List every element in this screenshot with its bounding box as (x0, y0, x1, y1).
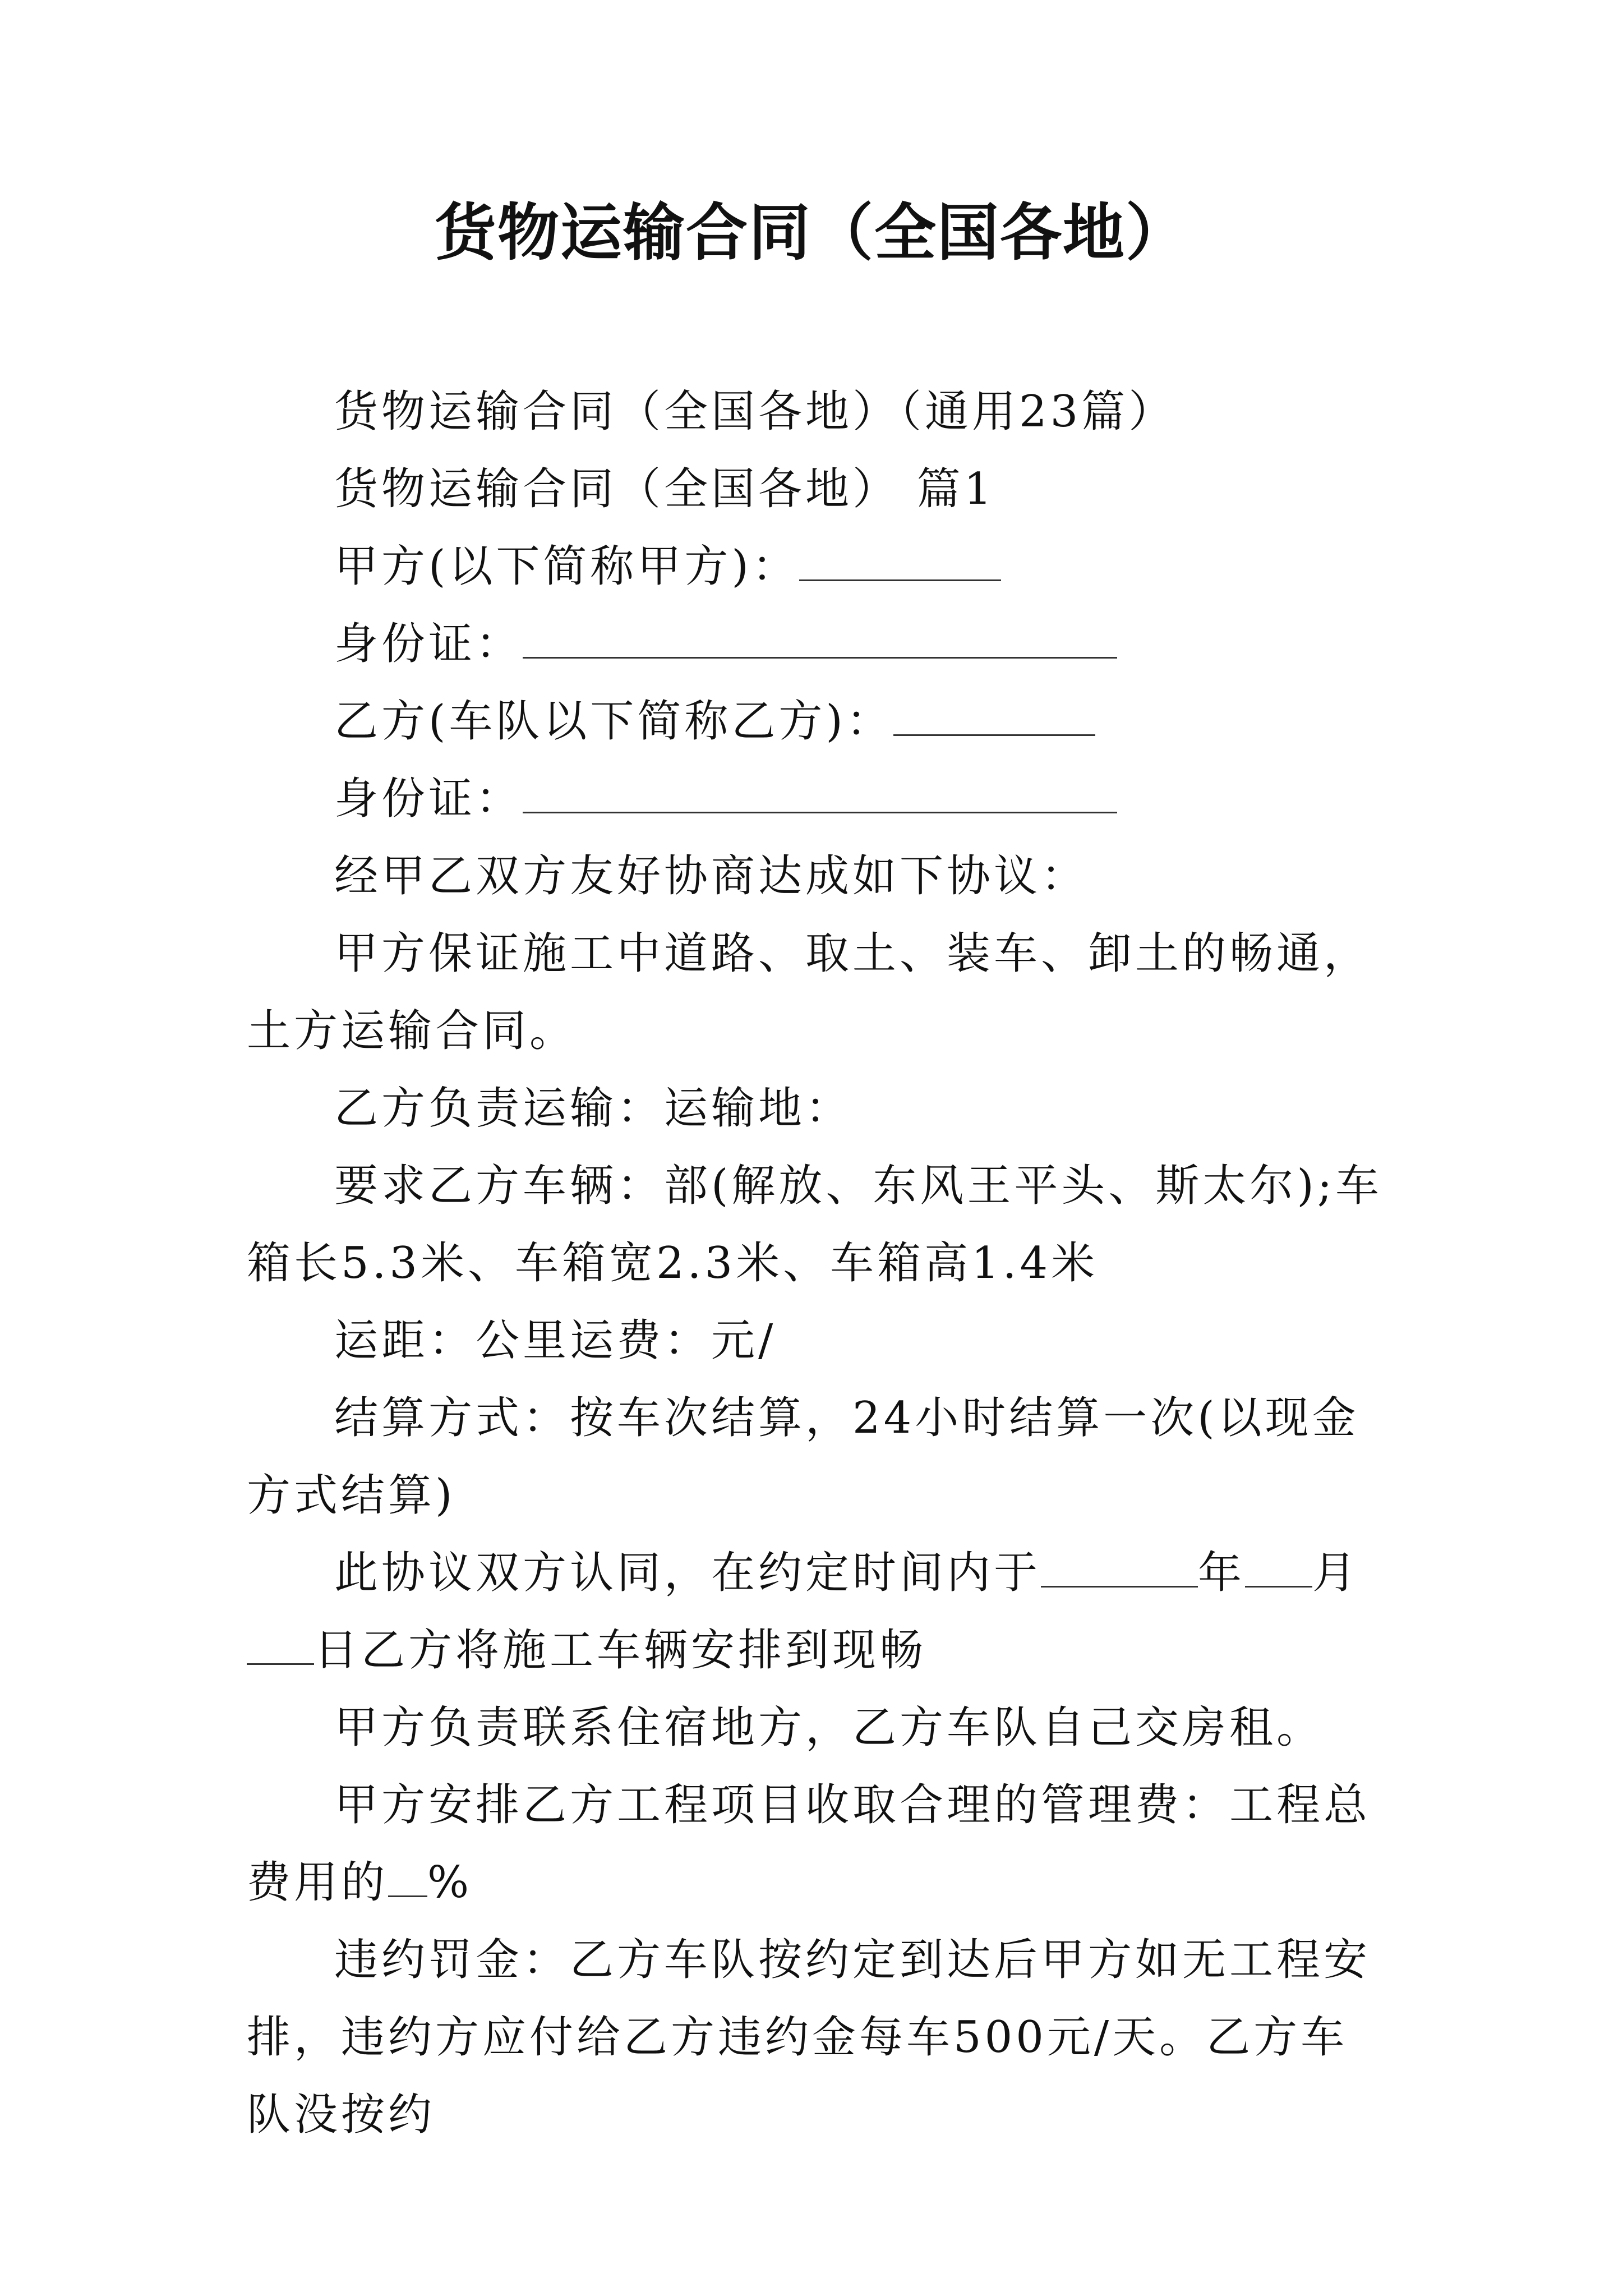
heading-text: 货物运输合同（全国各地）（通用23篇） (334, 386, 1176, 437)
clause-time-year: 年 (1198, 1548, 1246, 1598)
id-b-label: 身份证： (334, 774, 523, 824)
clause-lodging: 甲方负责联系住宿地方，乙方车队自己交房租。 (334, 1703, 1324, 1753)
agreement-intro: 经甲乙双方友好协商达成如下协议： (334, 851, 1089, 901)
chapter-line (247, 450, 1391, 528)
party-b-line (247, 683, 1391, 760)
clause-penalty: 违约罚金：乙方车队按约定到达后甲方如无工程安排，违约方应付给乙方违约金每车500元/天。乙方车队没按约 (247, 1935, 1371, 2140)
document-title: 货物运输合同（全国各地） (435, 196, 1188, 269)
fee-percent-blank (388, 1856, 427, 1897)
clause-settlement: 结算方式：按车次结算，24小时结算一次(以现金方式结算) (247, 1393, 1359, 1521)
id-a-line (247, 605, 1391, 683)
clause-time (247, 1534, 1391, 1689)
id-a-blank (523, 618, 1117, 659)
id-b-line (247, 760, 1391, 838)
party-a-label: 甲方(以下简称甲方)： (334, 541, 799, 592)
clause-time-suffix: 日乙方将施工车辆安排到现畅 (314, 1625, 927, 1676)
clause-fee-suffix: % (427, 1857, 473, 1908)
party-a-line (247, 528, 1391, 605)
clause-time-prefix: 此协议双方认同，在约定时间内于 (334, 1548, 1041, 1598)
heading-line (247, 373, 1391, 450)
chapter-text: 货物运输合同（全国各地） 篇1 (334, 464, 995, 514)
clause-fee-prefix: 甲方安排乙方工程项目收取合理的管理费：工程总费用的 (247, 1780, 1371, 1908)
document-body (247, 373, 1391, 2154)
clause-transport: 乙方负责运输：运输地： (334, 1083, 853, 1134)
id-b-blank (523, 772, 1117, 813)
clause-road: 甲方保证施工中道路、取土、装车、卸土的畅通，土方运输合同。 (247, 928, 1371, 1056)
day-blank (247, 1624, 314, 1665)
party-a-blank (799, 540, 1001, 581)
clause-fee (247, 1766, 1391, 1921)
clause-vehicle: 要求乙方车辆：部(解放、东风王平头、斯太尔);车箱长5.3米、车箱宽2.3米、车箱高1.4米 (247, 1161, 1383, 1289)
party-b-label: 乙方(车队以下简称乙方)： (334, 696, 893, 747)
month-blank (1245, 1547, 1312, 1588)
party-b-blank (893, 695, 1095, 736)
id-a-label: 身份证： (334, 619, 523, 669)
clause-time-month: 月 (1312, 1548, 1360, 1598)
year-blank (1041, 1547, 1198, 1588)
clause-distance: 运距：公里运费：元/ (334, 1315, 777, 1366)
